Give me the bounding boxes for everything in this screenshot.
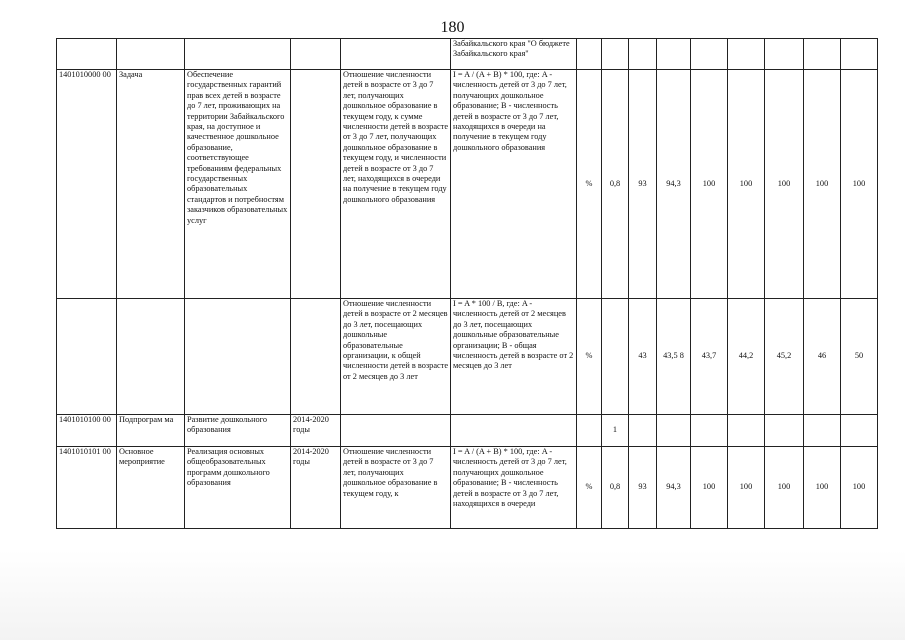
value-cell — [841, 39, 878, 70]
indicator-cell: Отношение численности детей в возрасте от 2 месяцев до 3 лет, посещающих дошкольные образовательные организации, к общей численности детей в возрасте от 2 месяцев до 3 лет — [341, 299, 451, 415]
value-cell — [629, 415, 657, 447]
unit-cell: % — [577, 447, 602, 529]
value-cell: 0,8 — [602, 70, 629, 299]
unit-cell: % — [577, 70, 602, 299]
value-cell: 100 — [804, 447, 841, 529]
code-cell: 1401010000 00 — [57, 70, 117, 299]
indicator-cell — [341, 39, 451, 70]
value-cell: 0,8 — [602, 447, 629, 529]
value-cell: 43,7 — [691, 299, 728, 415]
name-cell — [185, 299, 291, 415]
indicator-cell: Отношение численности детей в возрасте от 3 до 7 лет, получающих дошкольное образование в текущем году, к сумме численности детей в возрасте от 3 до 7 лет, получающих дошкольное образование в текущем году, и численности детей в возрасте от 3 до 7 лет, находящихся в очереди на получение в текущем году дошкольного образования — [341, 70, 451, 299]
value-cell: 1 — [602, 415, 629, 447]
value-cell: 45,2 — [765, 299, 804, 415]
value-cell: 43 — [629, 299, 657, 415]
table-row — [57, 415, 878, 447]
unit-cell: % — [577, 299, 602, 415]
unit-cell — [577, 39, 602, 70]
value-cell: 100 — [765, 70, 804, 299]
value-cell — [657, 39, 691, 70]
formula-cell: I = A / (A + B) * 100, где: A - численность детей от 3 до 7 лет, получающих дошкольное образование; B - численность детей в возрасте от 3 до 7 лет, находящихся в очереди на получение в текущем году дошкольного образования — [451, 70, 577, 299]
table-row — [57, 299, 878, 415]
value-cell: 46 — [804, 299, 841, 415]
value-cell — [629, 39, 657, 70]
value-cell — [602, 39, 629, 70]
type-cell: Основное мероприятие — [117, 447, 185, 529]
value-cell: 94,3 — [657, 70, 691, 299]
type-cell — [117, 299, 185, 415]
period-cell — [291, 299, 341, 415]
value-cell: 43,5 8 — [657, 299, 691, 415]
value-cell: 44,2 — [728, 299, 765, 415]
value-cell: 100 — [691, 447, 728, 529]
formula-cell: Забайкальского края "О бюджете Забайкальского края" — [451, 39, 577, 70]
page-number: 180 — [440, 19, 465, 36]
value-cell — [841, 415, 878, 447]
value-cell — [804, 39, 841, 70]
formula-cell — [451, 415, 577, 447]
value-cell — [765, 415, 804, 447]
name-cell — [185, 39, 291, 70]
value-cell — [657, 415, 691, 447]
value-cell — [602, 299, 629, 415]
indicators-table — [56, 38, 878, 529]
period-cell: 2014-2020 годы — [291, 415, 341, 447]
indicator-cell: Отношение численности детей в возрасте от 3 до 7 лет, получающих дошкольное образование в текущем году, к — [341, 447, 451, 529]
value-cell — [691, 415, 728, 447]
code-cell: 1401010101 00 — [57, 447, 117, 529]
formula-cell: I = A / (A + B) * 100, где: A - численность детей от 3 до 7 лет, получающих дошкольное образование; B - численность детей в возрасте от 3 до 7 лет, находящихся в очереди — [451, 447, 577, 529]
type-cell — [117, 39, 185, 70]
name-cell: Обеспечение государственных гарантий прав всех детей в возрасте до 7 лет, проживающих на территории Забайкальского края, на доступное и качественное дошкольное образование, соответствующее требованиям федеральных государственных образовательных стандартов и потребностям заказчиков образовательных услуг — [185, 70, 291, 299]
period-cell — [291, 39, 341, 70]
value-cell: 100 — [841, 447, 878, 529]
scan-shadow — [0, 550, 905, 640]
value-cell — [765, 39, 804, 70]
value-cell — [728, 415, 765, 447]
table-row — [57, 70, 878, 299]
value-cell — [804, 415, 841, 447]
value-cell: 100 — [804, 70, 841, 299]
table-row — [57, 39, 878, 70]
formula-cell: I = A * 100 / B, где: A - численность детей от 2 месяцев до 3 лет, посещающих дошкольные образовательные организации; B - общая численность детей в возрасте от 2 месяцев до 3 лет — [451, 299, 577, 415]
code-cell: 1401010100 00 — [57, 415, 117, 447]
table-row — [57, 447, 878, 529]
code-cell — [57, 299, 117, 415]
type-cell: Задача — [117, 70, 185, 299]
code-cell — [57, 39, 117, 70]
indicator-cell — [341, 415, 451, 447]
name-cell: Реализация основных общеобразовательных программ дошкольного образования — [185, 447, 291, 529]
value-cell: 100 — [728, 447, 765, 529]
name-cell: Развитие дошкольного образования — [185, 415, 291, 447]
period-cell: 2014-2020 годы — [291, 447, 341, 529]
type-cell: Подпрограм ма — [117, 415, 185, 447]
value-cell: 100 — [765, 447, 804, 529]
value-cell: 93 — [629, 70, 657, 299]
value-cell: 100 — [728, 70, 765, 299]
value-cell — [728, 39, 765, 70]
unit-cell — [577, 415, 602, 447]
period-cell — [291, 70, 341, 299]
value-cell: 100 — [841, 70, 878, 299]
value-cell: 94,3 — [657, 447, 691, 529]
value-cell: 50 — [841, 299, 878, 415]
value-cell: 93 — [629, 447, 657, 529]
value-cell — [691, 39, 728, 70]
value-cell: 100 — [691, 70, 728, 299]
